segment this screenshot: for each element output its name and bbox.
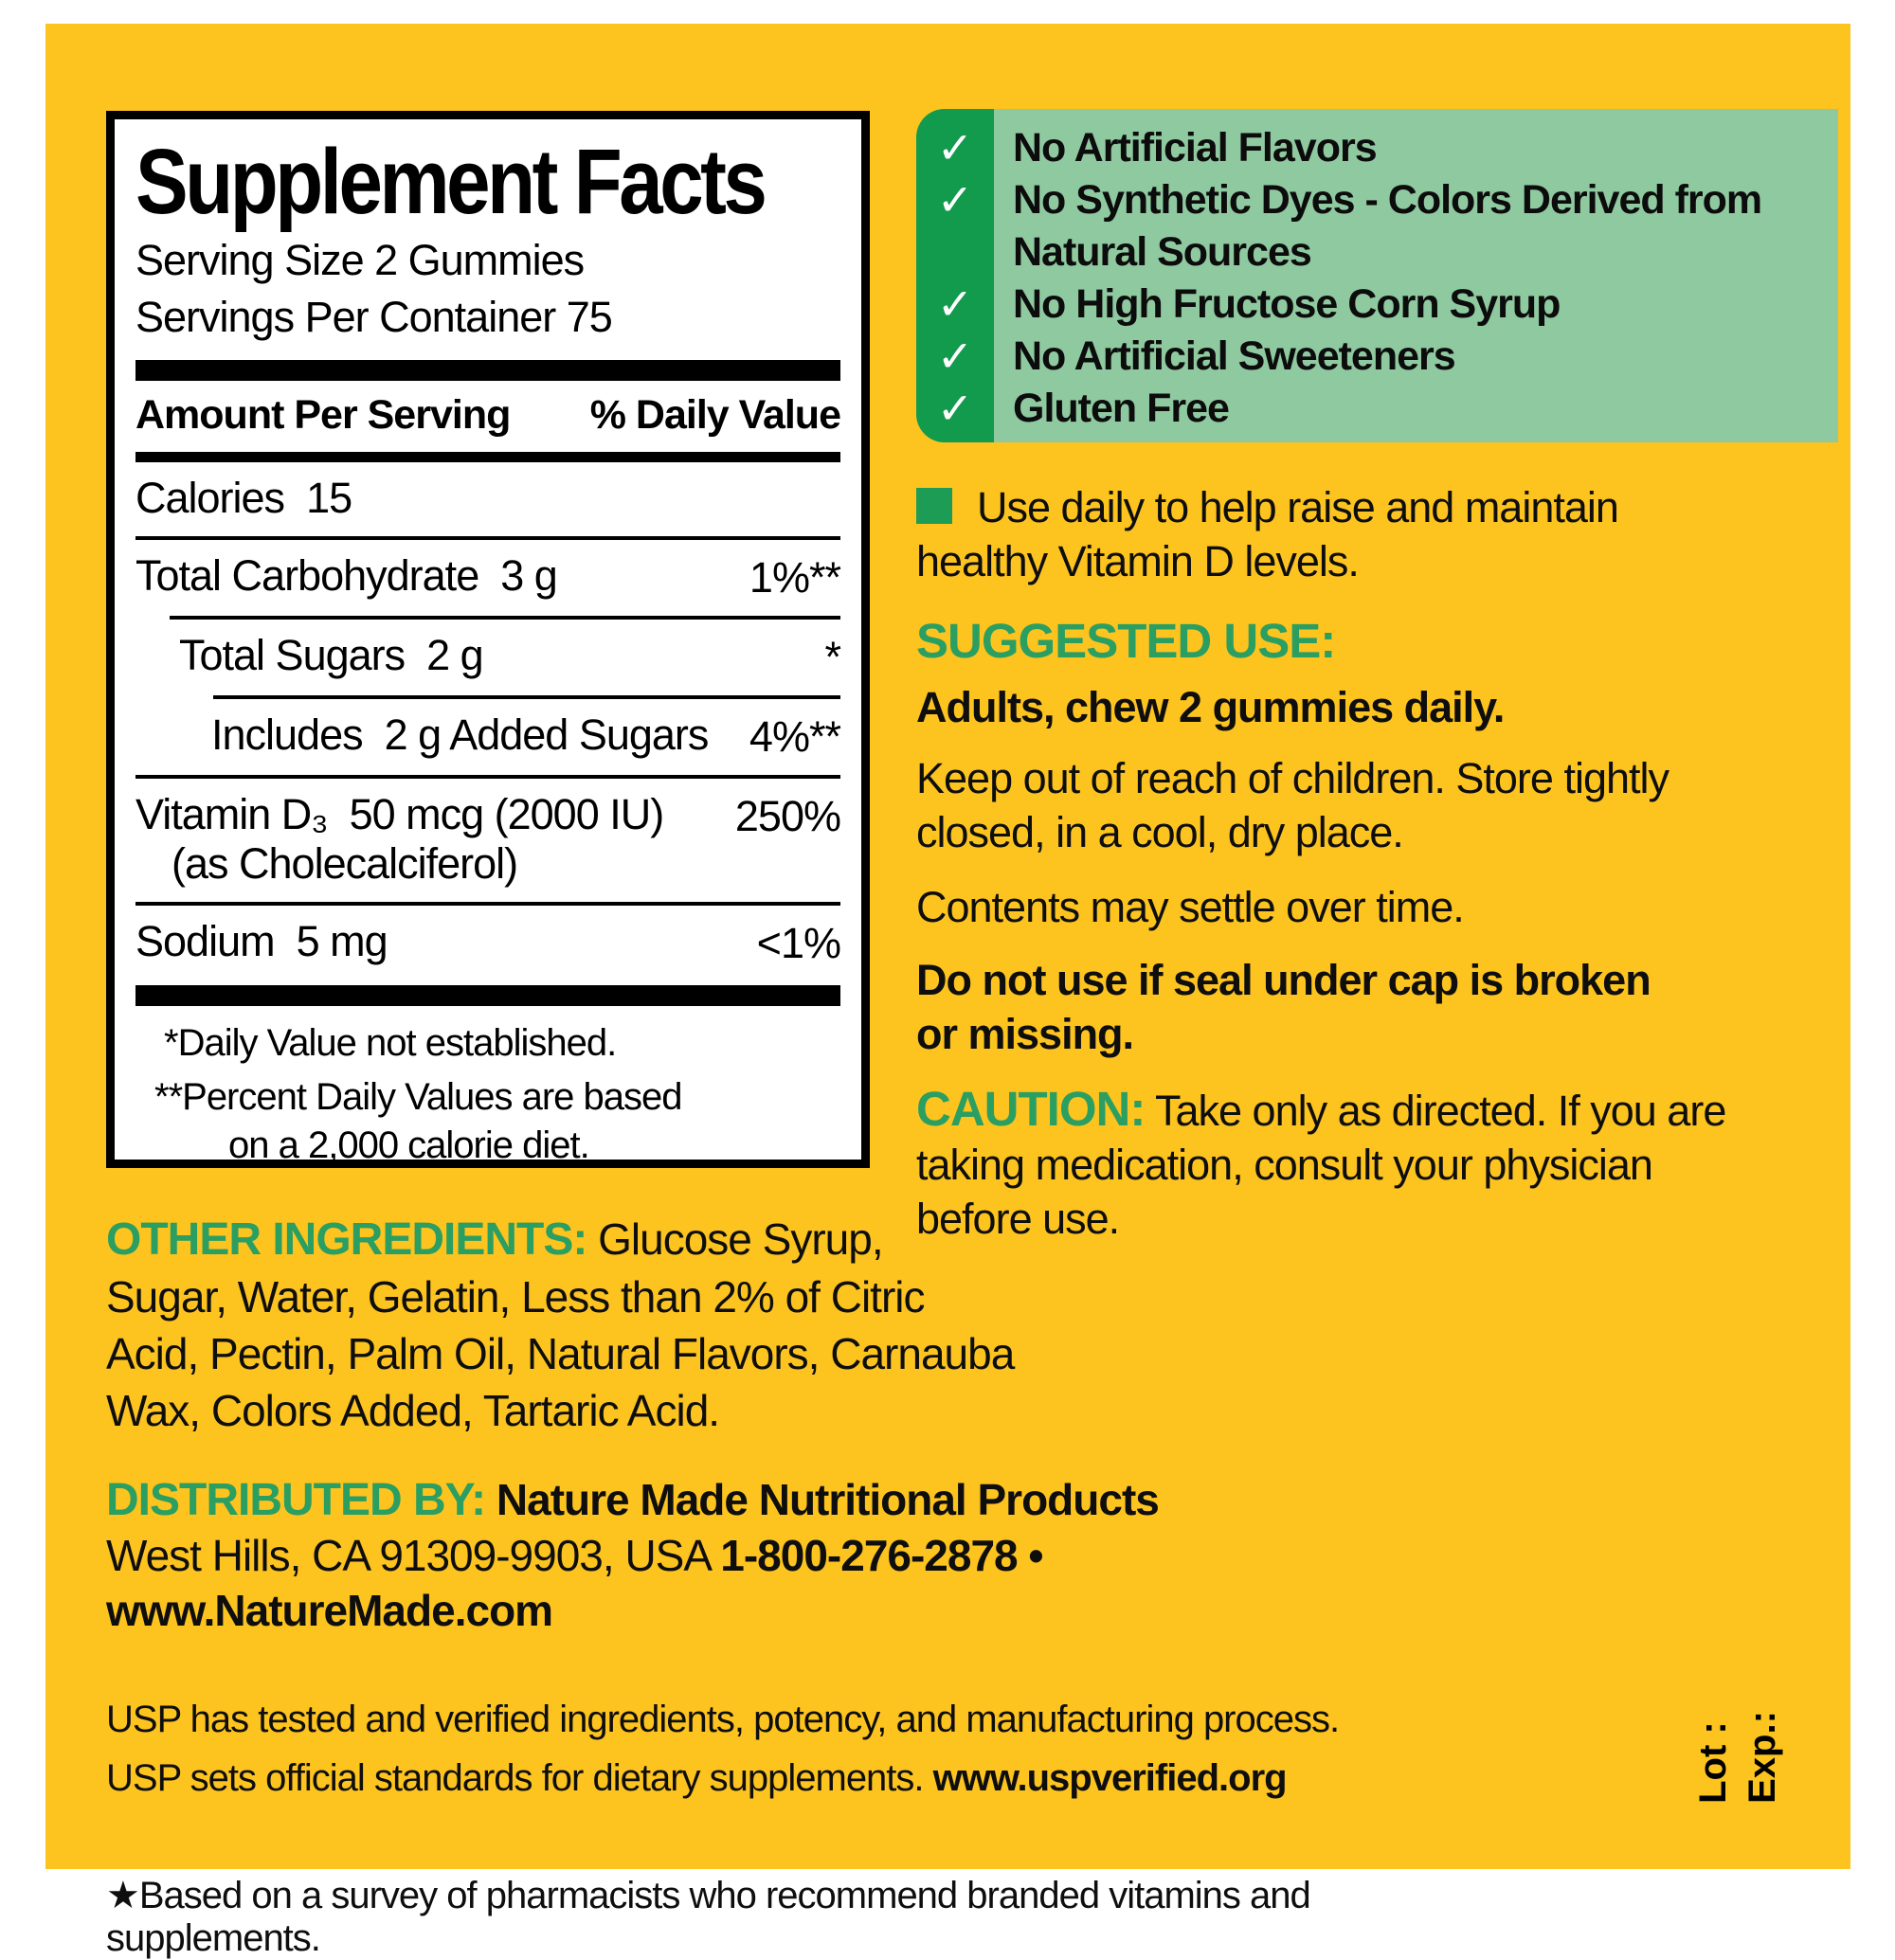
usage-column [916,442,1864,1246]
distributor-address-line [106,1528,1366,1638]
seal-warning [916,953,1864,1061]
row-value: 4%** [749,712,840,762]
claim-no-synthetic-dyes [916,174,1838,226]
row-label: Sodium 5 mg [135,917,388,966]
other-ingredients-line: Wax, Colors Added, Tartaric Acid. [106,1386,720,1435]
suggested-use-directions: Adults, chew 2 gummies daily. [916,683,1505,731]
usp-verified-line: USP has tested and verified ingredients, potency, and manufacturing process. [106,1699,1340,1740]
usp-standards-text: USP sets official standards for dietary supplements. [106,1757,933,1799]
checkmark-icon: ✓ [936,175,974,225]
seal-warning-line: or missing. [916,1010,1134,1058]
use-daily-paragraph [916,480,1864,588]
row-value: <1% [756,919,840,968]
caution-line: Take only as directed. If you are [1145,1087,1726,1135]
footnote-daily-value: *Daily Value not established. [164,1022,617,1065]
table-row-added-sugars [135,699,840,775]
suggested-use-heading: SUGGESTED USE: [916,614,1336,668]
divider-thick [135,360,840,381]
row-value: * [824,633,840,682]
row-label: Total Sugars 2 g [179,631,483,680]
usp-standards-line [106,1749,1366,1807]
use-daily-line: Use daily to help raise and maintain [977,483,1618,531]
vitamin-d3-form: (as Cholecalciferol) [171,839,518,889]
claims-box [916,109,1838,442]
keep-out-of-reach-paragraph [916,751,1864,859]
caution-label: CAUTION: [916,1082,1146,1136]
use-daily-line: healthy Vitamin D levels. [916,537,1359,585]
lot-exp-block [1688,1711,1787,1804]
usp-paragraph [106,1690,1366,1807]
distributed-by-paragraph [106,1472,1366,1638]
facts-table-header [135,381,840,452]
checkmark-icon: ✓ [936,332,974,381]
caution-line: before use. [916,1195,1120,1243]
other-ingredients-line [106,1211,1366,1268]
claim-text: No Artificial Sweeteners [1013,333,1455,379]
caution-line: taking medication, consult your physician [916,1141,1652,1189]
row-label: Calories 15 [135,474,352,523]
label-background [45,24,1850,1959]
servings-per-container: Servings Per Container 75 [135,292,612,341]
vitamin-d3-amount: Vitamin D₃ 50 mcg (2000 IU) [135,790,664,839]
checkmark-icon: ✓ [936,123,974,172]
footnote-line: **Percent Daily Values are based [154,1076,682,1119]
square-bullet-icon [916,488,952,524]
divider-medium [135,452,840,462]
lot-label: Lot : [1691,1721,1734,1804]
distributor-address: West Hills, CA 91309-9903, USA [106,1531,721,1580]
row-label: Includes 2 g Added Sugars [211,710,709,760]
other-ingredients-paragraph [106,1211,1366,1439]
exp-label: Exp.: [1741,1711,1783,1804]
claim-text: No High Fructose Corn Syrup [1013,281,1561,327]
distributed-by-label: DISTRIBUTED BY: [106,1475,486,1525]
claim-no-artificial-flavors [916,122,1838,174]
distributor-name: Nature Made Nutritional Products [485,1475,1159,1524]
footnote-line: on a 2,000 calorie diet. [228,1124,589,1167]
bottom-info-column [106,1211,1366,1960]
claim-no-artificial-sweeteners [916,331,1838,383]
other-ingredients-line: Acid, Pectin, Palm Oil, Natural Flavors, Carnauba [106,1329,1015,1378]
distributor-phone-web: 1-800-276-2878 • www.NatureMade.com [106,1531,1043,1635]
row-value: 250% [734,792,840,841]
supplement-facts-title: Supplement Facts [135,130,765,233]
checkmark-icon: ✓ [936,279,974,329]
table-row-total-carbohydrate [135,540,840,616]
claim-text: No Artificial Flavors [1013,125,1377,171]
claim-text: Natural Sources [1013,229,1311,275]
claim-text: Gluten Free [1013,386,1229,431]
seal-warning-line: Do not use if seal under cap is broken [916,956,1651,1004]
claim-text: No Synthetic Dyes - Colors Derived from [1013,177,1762,223]
row-label: Total Carbohydrate 3 g [135,551,557,601]
checkmark-icon: ✓ [936,384,974,433]
distributed-by-line [106,1472,1366,1528]
row-label [135,790,663,889]
claim-gluten-free [916,383,1838,435]
other-ingredients-line: Sugar, Water, Gelatin, Less than 2% of Citric [106,1272,925,1322]
storage-line: Keep out of reach of children. Store tightly [916,754,1669,802]
claim-no-hfcs [916,279,1838,331]
table-row-total-sugars [135,620,840,695]
table-row-calories [135,462,840,536]
footnote-percent-dv [135,1073,840,1170]
storage-line: closed, in a cool, dry place. [916,808,1403,856]
column-amount-per-serving: Amount Per Serving [135,392,511,439]
divider-thick [135,985,840,1006]
supplement-facts-panel [106,111,870,1168]
ingredients-text: Glucose Syrup, [587,1214,883,1264]
usp-verified-url: www.uspverified.org [932,1757,1287,1799]
pharmacist-survey-note: ★Based on a survey of pharmacists who recommend branded vitamins and supplements. [106,1875,1310,1959]
table-row-sodium [135,906,840,981]
other-ingredients-label: OTHER INGREDIENTS: [106,1214,587,1265]
column-daily-value: % Daily Value [589,392,840,439]
table-row-vitamin-d3 [135,779,840,902]
claim-natural-sources-continuation [916,226,1838,279]
row-value: 1%** [749,553,840,602]
contents-settle-note: Contents may settle over time. [916,883,1464,931]
serving-size: Serving Size 2 Gummies [135,235,585,284]
